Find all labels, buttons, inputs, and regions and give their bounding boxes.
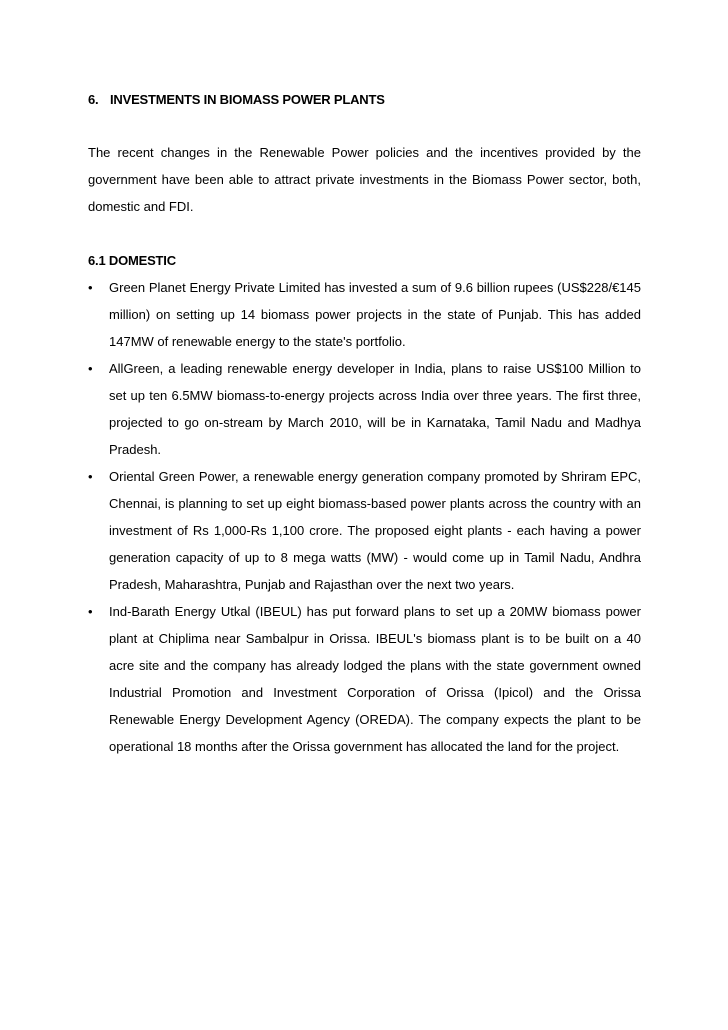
list-item [88, 598, 641, 760]
subsection-heading: 6.1 DOMESTIC [88, 253, 176, 268]
section-number: 6. [88, 92, 99, 107]
bullet-icon: • [88, 604, 93, 619]
list-item-text: Ind-Barath Energy Utkal (IBEUL) has put forward plans to set up a 20MW biomass power plant at Chiplima near Sambalpur in Orissa. IBEUL's biomass plant is to be built on a 40 acre site and the company has already lodged the plans with the state government owned Industrial Promotion and Investment Corporation of Orissa (Ipicol) and the Orissa Renewable Energy Development Agency (OREDA). The company expects the plant to be operational 18 months after the Orissa government has allocated the land for the project. [109, 604, 641, 754]
section-title: INVESTMENTS IN BIOMASS POWER PLANTS [110, 92, 385, 107]
spacer [88, 113, 641, 139]
section-heading [88, 86, 641, 113]
list-item [88, 463, 641, 598]
bullet-icon: • [88, 469, 93, 484]
list-item [88, 274, 641, 355]
list-item-text: Green Planet Energy Private Limited has invested a sum of 9.6 billion rupees (US$228/€145 million) on setting up 14 biomass power projects in the state of Punjab. This has added 147MW of renewable energy to the state's portfolio. [109, 280, 641, 349]
bullet-icon: • [88, 280, 93, 295]
spacer [88, 220, 641, 247]
domestic-investments-list [88, 274, 641, 760]
bullet-icon: • [88, 361, 93, 376]
intro-paragraph: The recent changes in the Renewable Power policies and the incentives provided by the government have been able to attract private investments in the Biomass Power sector, both, domestic and FDI. [88, 145, 641, 214]
list-item [88, 355, 641, 463]
list-item-text: AllGreen, a leading renewable energy developer in India, plans to raise US$100 Million to set up ten 6.5MW biomass-to-energy projects across India over three years. The first three, projected to go on-stream by March 2010, will be in Karnataka, Tamil Nadu and Madhya Pradesh. [109, 361, 641, 457]
list-item-text: Oriental Green Power, a renewable energy generation company promoted by Shriram EPC, Chennai, is planning to set up eight biomass-based power plants across the country with an investment of Rs 1,000-Rs 1,100 crore. The proposed eight plants - each having a power generation capacity of up to 8 mega watts (MW) - would come up in Tamil Nadu, Andhra Pradesh, Maharashtra, Punjab and Rajasthan over the next two years. [109, 469, 641, 592]
document-page [88, 86, 641, 760]
